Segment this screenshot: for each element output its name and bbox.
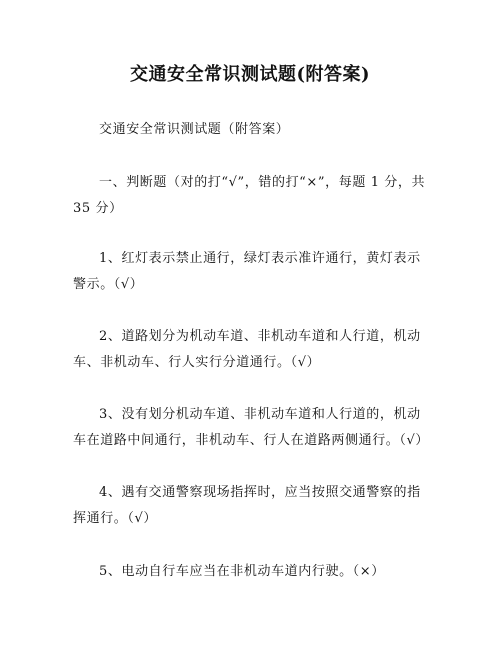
document-subtitle: 交通安全常识测试题（附答案） <box>99 122 290 137</box>
question-item: 1、红灯表示禁止通行，绿灯表示准许通行，黄灯表示警示。（√） <box>73 251 421 292</box>
section-heading: 一、判断题（对的打“√”，错的打“×”，每题 1 分，共 35 分） <box>73 175 426 216</box>
question-item: 3、没有划分机动车道、非机动车道和人行道的，机动车在道路中间通行，非机动车、行人在道路两侧通行。（√） <box>73 407 429 448</box>
question-item: 4、遇有交通警察现场指挥时，应当按照交通警察的指挥通行。（√） <box>73 485 421 526</box>
question-item: 2、道路划分为机动车道、非机动车道和人行道，机动车、非机动车、行人实行分道通行。（√） <box>73 329 421 370</box>
question-item: 5、电动自行车应当在非机动车道内行驶。（×） <box>99 564 385 579</box>
document-title: 交通安全常识测试题(附答案) <box>129 64 371 85</box>
